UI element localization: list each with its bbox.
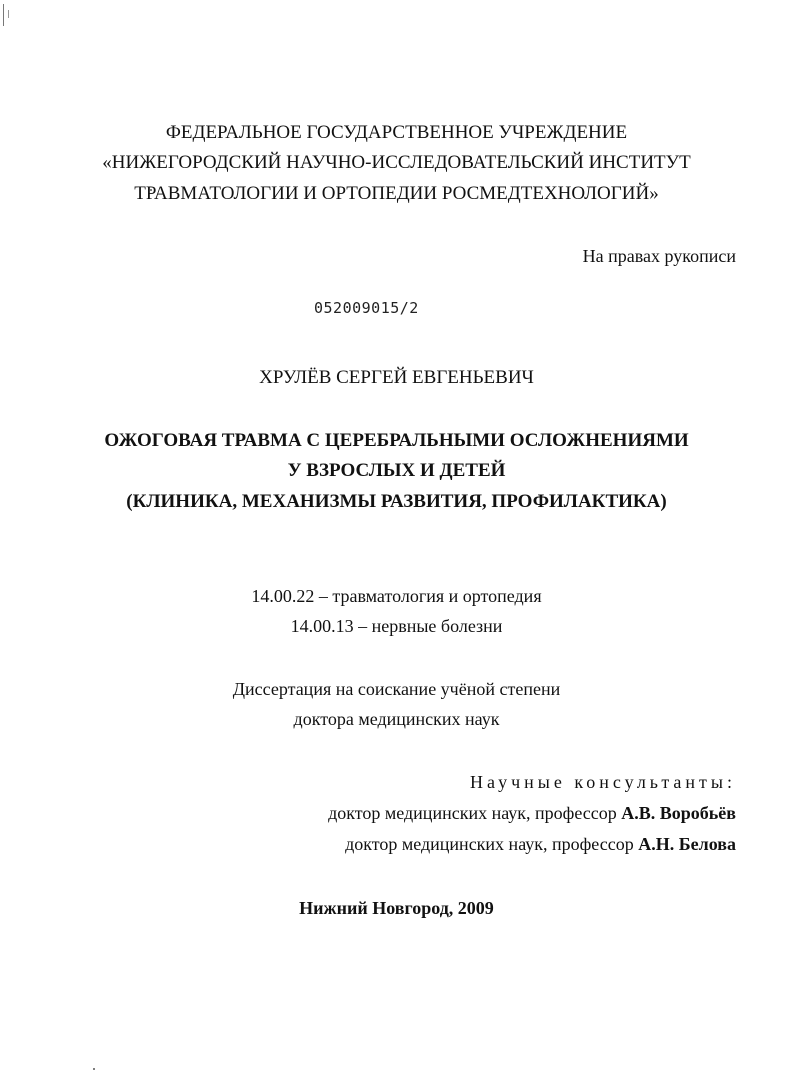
registration-number: 052009015/2 (314, 299, 419, 317)
specialty-1: 14.00.22 – травматология и ортопедия (251, 586, 542, 606)
institution-line-1: ФЕДЕРАЛЬНОЕ ГОСУДАРСТВЕННОЕ УЧРЕЖДЕНИЕ (165, 122, 628, 143)
degree-line-1: Диссертация на соискание учёной степени (232, 679, 561, 699)
place-and-year: Нижний Новгород, 2009 (299, 898, 494, 918)
title-line-1: ОЖОГОВАЯ ТРАВМА С ЦЕРЕБРАЛЬНЫМИ ОСЛОЖНЕНИЯМИ (104, 430, 689, 451)
scan-edge-mark (8, 10, 10, 18)
degree-line-2: доктора медицинских наук (293, 709, 500, 729)
consultant-2-role: доктор медицинских наук, профессор (345, 834, 639, 854)
consultant-1 (328, 801, 736, 825)
scan-speck (93, 1068, 95, 1070)
title-line-3: (КЛИНИКА, МЕХАНИЗМЫ РАЗВИТИЯ, ПРОФИЛАКТИКА) (126, 491, 667, 512)
consultant-2-name: А.Н. Белова (638, 834, 736, 854)
consultant-2 (345, 832, 736, 856)
author-name: ХРУЛЁВ СЕРГЕЙ ЕВГЕНЬЕВИЧ (259, 367, 534, 388)
specialty-2: 14.00.13 – нервные болезни (290, 616, 503, 636)
consultant-1-name: А.В. Воробьёв (621, 803, 736, 823)
institution-line-2: «НИЖЕГОРОДСКИЙ НАУЧНО-ИССЛЕДОВАТЕЛЬСКИЙ ИНСТИТУТ (102, 152, 691, 173)
consultant-1-role: доктор медицинских наук, профессор (328, 803, 622, 823)
scan-edge-mark (3, 4, 6, 26)
rights-note: На правах рукописи (582, 246, 736, 266)
institution-line-3: ТРАВМАТОЛОГИИ И ОРТОПЕДИИ РОСМЕДТЕХНОЛОГИЙ» (134, 183, 659, 204)
title-line-2: У ВЗРОСЛЫХ И ДЕТЕЙ (287, 460, 506, 481)
consultants-heading: Научные консультанты: (470, 772, 736, 792)
